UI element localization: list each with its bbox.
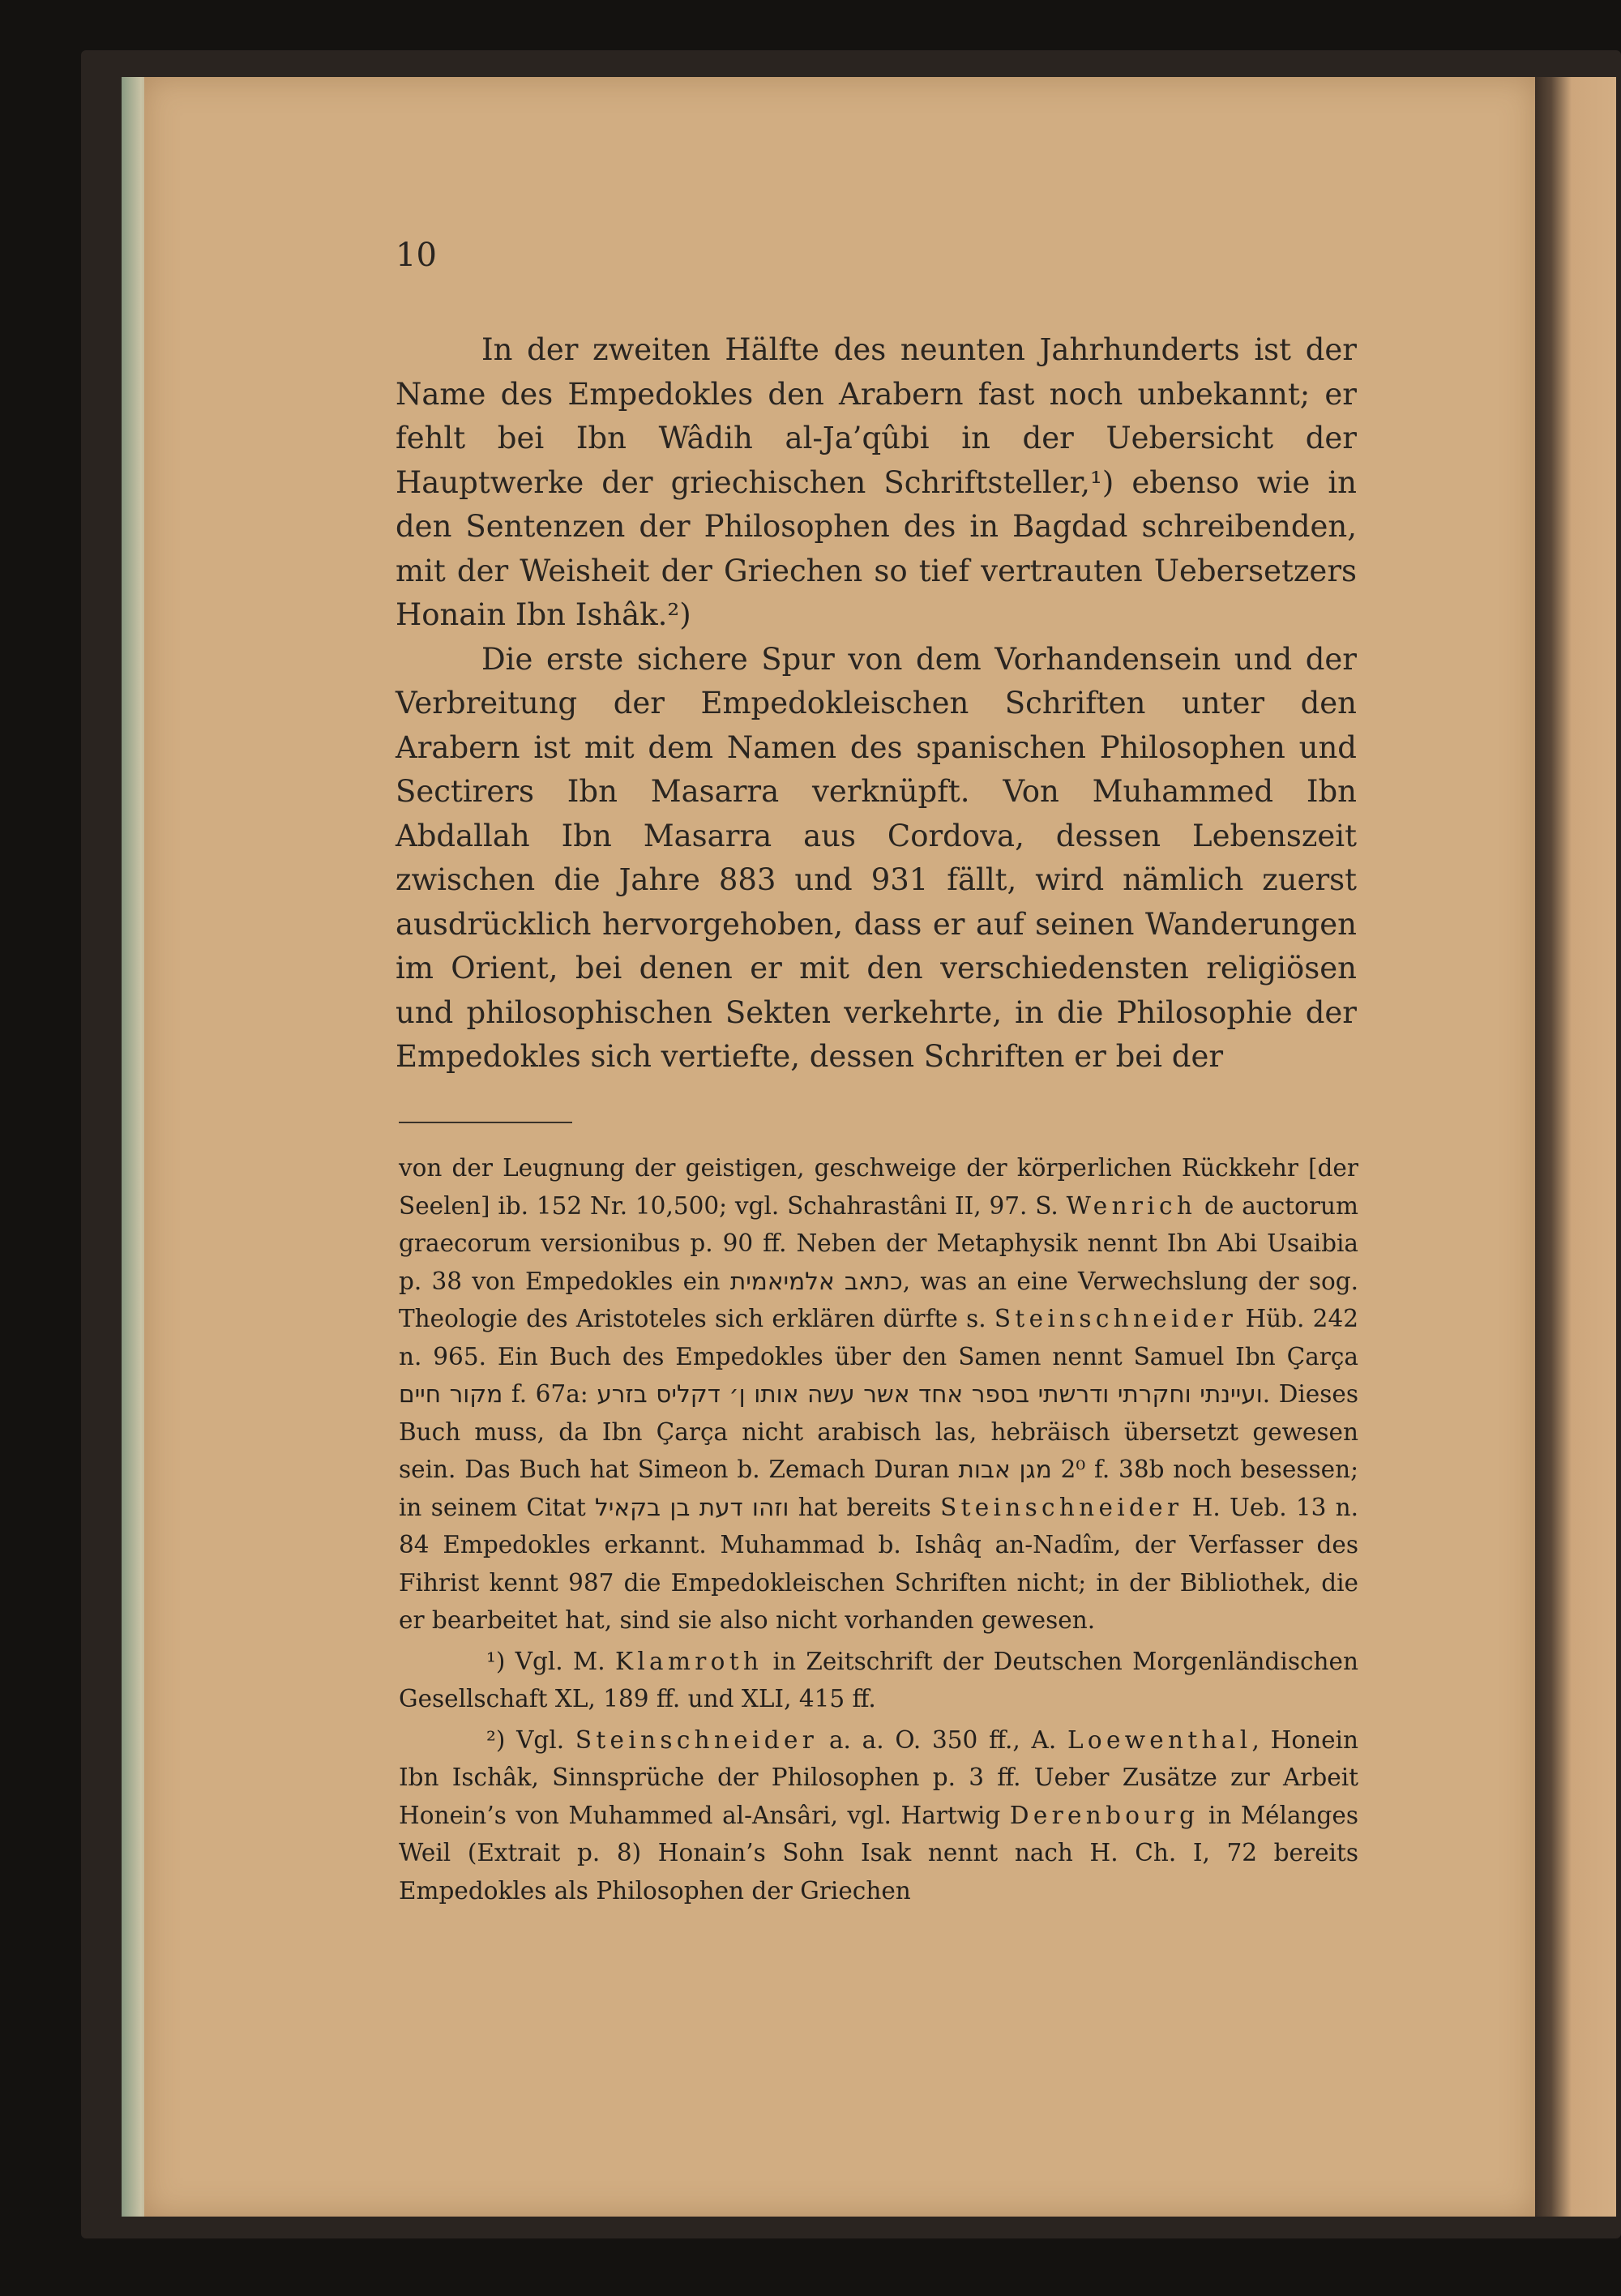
footnote-text: de auctorum graecorum versionibus p. 90 ff. Neben der Metaphysik nennt Ibn Abi Usaibia p. 38 von Empedokles ein xyxy=(399,1191,1358,1295)
footnote-text: in Zeitschrift der Deutschen Morgenländischen Gesellschaft XL, 189 ff. und XLI, 415 ff. xyxy=(399,1647,1358,1712)
footnote-2 xyxy=(399,1721,1358,1910)
hebrew-title: כתאב אלמיאמית xyxy=(729,1267,903,1295)
book-gutter xyxy=(1535,77,1616,2217)
paragraph-1: In der zweiten Hälfte des neunten Jahrhunderts ist der Name des Empedokles den Arabern fast noch unbekannt; er fehlt bei Ibn Wâdih al-Ja’qûbi in der Uebersicht der Hauptwerke der griechischen Schriftsteller,¹) ebenso wie in den Sentenzen der Philosophen des in Bagdad schreibenden, mit der Weisheit der Griechen so tief vertrauten Uebersetzers Honain Ibn Ishâk.²) xyxy=(396,332,1357,632)
author-name: Loewenthal xyxy=(1067,1725,1252,1754)
footnote-text: , was an eine Verwechslung der sog. Theologie des Aristoteles sich erklären dürfte s. xyxy=(399,1267,1358,1332)
paragraph-2: Die erste sichere Spur von dem Vorhandensein und der Verbreitung der Empedokleischen Schriften unter den Arabern ist mit dem Namen des spanischen Philosophen und Sectirers Ibn Masarra verknüpft. Von Muhammed Ibn Abdallah Ibn Masarra aus Cordova, dessen Lebenszeit zwischen die Jahre 883 und 931 fällt, wird nämlich zuerst ausdrücklich hervorgehoben, dass er auf seinen Wanderungen im Orient, bei denen er mit den verschiedensten religiösen und philosophischen Sekten verkehrte, in die Philosophie der Empedokles sich vertiefte, dessen Schriften er bei der xyxy=(396,641,1357,1074)
footnote-text: ¹) Vgl. M. xyxy=(486,1647,615,1675)
author-name: Wenrich xyxy=(1066,1191,1197,1220)
footnote-text: H. Ueb. 13 n. 84 Empedokles erkannt. Muhammad b. Ishâq an-Nadîm, der Verfasser des Fihrist kennt 987 die Empedokleischen Schriften nicht; in der Bibliothek, die er bearbeitet hat, sind sie also nicht vorhanden gewesen. xyxy=(399,1493,1359,1634)
footnote-1 xyxy=(399,1643,1358,1718)
main-text xyxy=(396,328,1357,1080)
footnote-text: Hüb. 242 n. 965. Ein Buch des Empedokles über den Samen nennt Samuel Ibn Çarça xyxy=(399,1305,1358,1370)
hebrew-quote: וזהו דעת בן בקאיל xyxy=(595,1493,789,1521)
author-name: Derenbourg xyxy=(1009,1801,1200,1829)
hebrew-title: מקור חיים xyxy=(399,1380,503,1408)
footnote-text: von der Leugnung der geistigen, geschweige der körperlichen Rückkehr [der Seelen] ib. 152 Nr. 10,500; vgl. Schahrastâni II, 97. S. xyxy=(399,1154,1358,1220)
author-name: Klamroth xyxy=(614,1647,763,1675)
footnote-text: . Dieses Buch muss, da Ibn Çarça nicht arabisch las, hebräisch übersetzt gewesen sein. Das Buch hat Simeon b. Zemach Duran xyxy=(399,1380,1358,1483)
footnote-text: hat bereits xyxy=(789,1493,941,1521)
author-name: Steinschneider xyxy=(575,1725,819,1754)
footnote-text: in Mélanges Weil (Extrait p. 8) Honain’s Sohn Isak nennt nach H. Ch. I, 72 bereits Empedokles als Philosophen der Griechen xyxy=(399,1801,1358,1905)
footnote-text: f. 67a: xyxy=(503,1380,597,1408)
footnotes xyxy=(399,1149,1358,1909)
footnote-separator xyxy=(399,1122,572,1123)
hebrew-title: מגן אבות xyxy=(958,1456,1052,1483)
page-number: 10 xyxy=(396,237,437,274)
author-name: Steinschneider xyxy=(994,1305,1238,1332)
author-name: Steinschneider xyxy=(940,1493,1183,1521)
footnote-text: , Honein Ibn Ischâk, Sinnsprüche der Philosophen p. 3 ff. Ueber Zusätze zur Arbeit Honein’s von Muhammed al-Ansâri, vgl. Hartwig xyxy=(399,1725,1358,1829)
hebrew-quote: ועיינתי וחקרתי ודרשתי בספר אחד אשר עשה אותו ן׳ דקליס בזרע xyxy=(597,1380,1263,1408)
footnote-text: a. a. O. 350 ff., A. xyxy=(818,1725,1067,1754)
footnote-continuation xyxy=(399,1149,1358,1640)
footnote-text: 2⁰ f. 38b noch besessen; in seinem Citat xyxy=(399,1456,1359,1521)
footnote-text: ²) Vgl. xyxy=(486,1725,575,1754)
